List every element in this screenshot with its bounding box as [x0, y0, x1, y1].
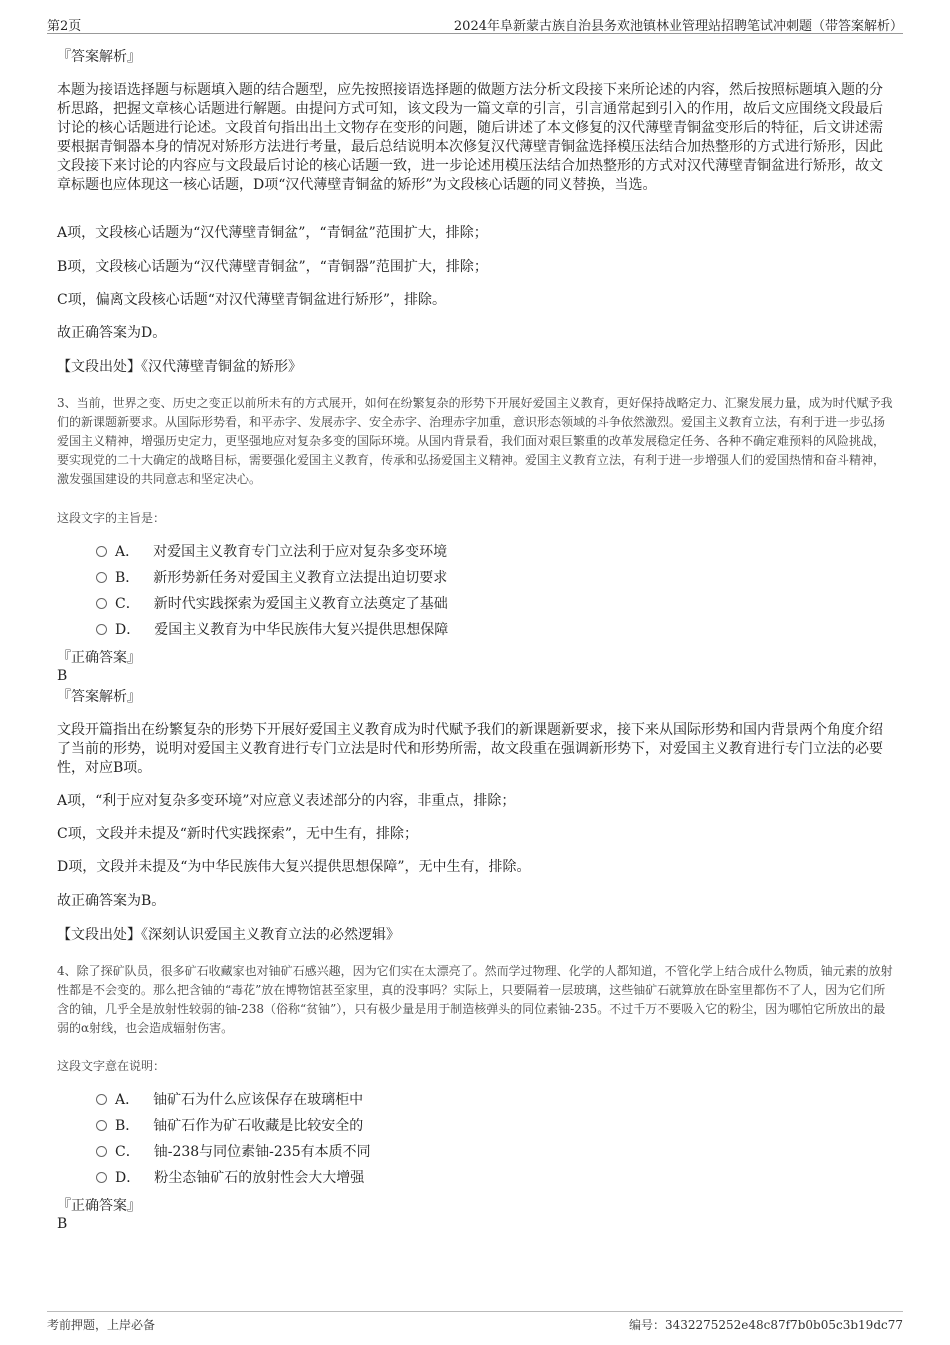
q2-option-c-explanation: C项，偏离文段核心话题“对汉代薄壁青铜盆进行矫形”，排除。	[57, 292, 447, 308]
q3-option-a-explanation: A项，“利于应对复杂多变环境”对应意义表述部分的内容，非重点，排除；	[57, 793, 516, 809]
radio-icon[interactable]	[96, 1146, 107, 1157]
q3-option-b[interactable]: B． 新形势新任务对爱国主义教育立法提出迫切要求	[96, 569, 447, 588]
q2-analysis-label: 『答案解析』	[57, 49, 141, 65]
q3-answer-label: 『正确答案』	[57, 650, 141, 666]
page-footer	[47, 1311, 903, 1334]
q3-option-a[interactable]: A． 对爱国主义教育专门立法利于应对复杂多变环境	[96, 543, 447, 562]
radio-icon[interactable]	[96, 598, 107, 609]
q4-passage: 4、除了探矿队员，很多矿石收藏家也对铀矿石感兴趣，因为它们实在太漂亮了。然而学过物理、化学的人都知道，不管化学上结合成什么物质，铀元素的放射性都是不会变的。那么把含铀的“毒花”放在博物馆甚至家里，真的没事吗？实际上，只要隔着一层玻璃，这些铀矿石就算放在卧室里都伤不了人，因为它们所含的铀，几乎全是放射性较弱的铀-238（俗称“贫铀”），只有极少量是用于制造核弹头的同位素铀-235。不过千万不要吸入它的粉尘，因为哪怕它所放出的最弱的α射线，也会造成辐射伤害。	[57, 964, 893, 1035]
document-id: 编号：3432275252e48c87f7b0b05c3b19dc77	[628, 1318, 903, 1332]
q3-analysis-label: 『答案解析』	[57, 689, 141, 705]
q3-analysis-text: 文段开篇指出在纷繁复杂的形势下开展好爱国主义教育成为时代赋予我们的新课题新要求，接下来从国际形势和国内背景两个角度介绍了当前的形势，说明对爱国主义教育进行专门立法是时代和形势所需，故文段重在强调新形势下，对爱国主义教育进行专门立法的必要性，对应B项。	[57, 722, 883, 776]
radio-icon[interactable]	[96, 546, 107, 557]
page-number: 第2页	[47, 19, 82, 34]
q4-option-c[interactable]: C． 铀-238与同位素铀-235有本质不同	[96, 1143, 371, 1162]
q3-conclusion: 故正确答案为B。	[57, 893, 166, 909]
q3-answer: B	[57, 668, 68, 684]
q3-source: 【文段出处】《深刻认识爱国主义教育立法的必然逻辑》	[57, 927, 400, 943]
q2-analysis-text: 本题为接语选择题与标题填入题的结合题型，应先按照接语选择题的做题方法分析文段接下来所论述的内容，然后按照标题填入题的分析思路，把握文章核心话题进行解题。由提问方式可知，该文段为一篇文章的引言，引言通常起到引入的作用，故后文应围绕文段最后讨论的核心话题进行论述。文段首句指出出土文物存在变形的问题，随后讲述了本文修复的汉代薄壁青铜盆变形后的特征，后文讲述需要根据青铜器本身的情况对矫形方法进行考量，最后总结说明本次修复汉代薄壁青铜盆选择模压法结合加热整形的方式进行矫形，因此文段接下来讨论的内容应与文段最后讨论的核心话题一致，进一步论述用模压法结合加热整形的方式对汉代薄壁青铜盆进行矫形，故文章标题也应体现这一核心话题，D项“汉代薄壁青铜盆的矫形”为文段核心话题的同义替换，当选。	[57, 82, 883, 193]
q3-option-c[interactable]: C． 新时代实践探索为爱国主义教育立法奠定了基础	[96, 595, 448, 614]
q3-option-c-explanation: C项，文段并未提及“新时代实践探索”，无中生有，排除；	[57, 826, 419, 842]
q3-option-d[interactable]: D． 爱国主义教育为中华民族伟大复兴提供思想保障	[96, 621, 448, 640]
q4-option-b[interactable]: B． 铀矿石作为矿石收藏是比较安全的	[96, 1117, 363, 1136]
page-header	[47, 13, 903, 34]
q4-answer: B	[57, 1216, 68, 1232]
footer-slogan: 考前押题，上岸必备	[47, 1318, 156, 1332]
radio-icon[interactable]	[96, 1120, 107, 1131]
radio-icon[interactable]	[96, 572, 107, 583]
q4-option-a[interactable]: A． 铀矿石为什么应该保存在玻璃柜中	[96, 1091, 363, 1110]
q2-source: 【文段出处】《汉代薄壁青铜盆的矫形》	[57, 359, 302, 375]
q3-option-d-explanation: D项，文段并未提及“为中华民族伟大复兴提供思想保障”，无中生有，排除。	[57, 859, 531, 875]
document-title: 2024年阜新蒙古族自治县务欢池镇林业管理站招聘笔试冲刺题（带答案解析）	[453, 19, 903, 34]
radio-icon[interactable]	[96, 624, 107, 635]
radio-icon[interactable]	[96, 1094, 107, 1105]
q4-option-d[interactable]: D． 粉尘态铀矿石的放射性会大大增强	[96, 1169, 364, 1188]
q2-option-a-explanation: A项，文段核心话题为“汉代薄壁青铜盆”，“青铜盆”范围扩大，排除；	[57, 225, 488, 241]
q3-passage: 3、当前，世界之变、历史之变正以前所未有的方式展开，如何在纷繁复杂的形势下开展好爱国主义教育，更好保持战略定力、汇聚发展力量，成为时代赋予我们的新课题新要求。从国际形势看，和平赤字、发展赤字、安全赤字、治理赤字加重，意识形态领域的斗争依然激烈。爱国主义教育立法，有利于进一步弘扬爱国主义精神，增强历史定力，更坚强地应对复杂多变的国际环境。从国内背景看，我们面对艰巨繁重的改革发展稳定任务、各种不确定难预料的风险挑战，要实现党的二十大确定的战略目标，需要强化爱国主义教育，传承和弘扬爱国主义精神。爱国主义教育立法，有利于进一步增强人们的爱国热情和奋斗精神，激发强国建设的共同意志和坚定决心。	[57, 396, 893, 486]
q2-conclusion: 故正确答案为D。	[57, 325, 167, 341]
q3-question: 这段文字的主旨是：	[57, 511, 166, 525]
q2-option-b-explanation: B项，文段核心话题为“汉代薄壁青铜盆”，“青铜器”范围扩大，排除；	[57, 259, 488, 275]
q4-question: 这段文字意在说明：	[57, 1059, 166, 1073]
radio-icon[interactable]	[96, 1172, 107, 1183]
q4-answer-label: 『正确答案』	[57, 1198, 141, 1214]
